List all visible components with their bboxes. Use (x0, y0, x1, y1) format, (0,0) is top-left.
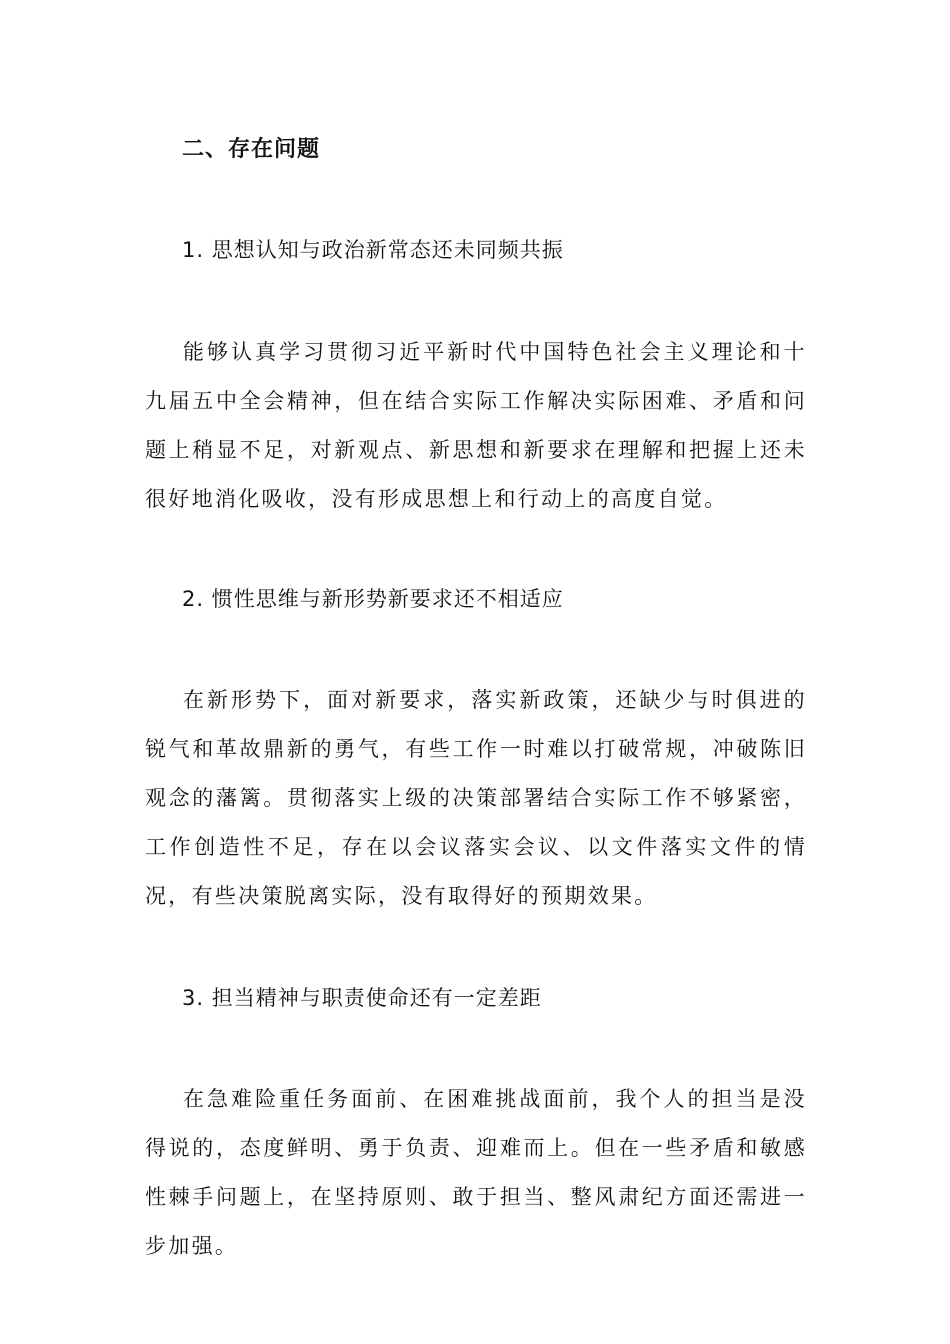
subsection-title-1: 1. 思想认知与政治新常态还未同频共振 (182, 238, 564, 262)
paragraph-2: 在新形势下，面对新要求，落实新政策，还缺少与时俱进的锐气和革故鼎新的勇气，有些工作一时难以打破常规，冲破陈旧观念的藩篱。贯彻落实上级的决策部署结合实际工作不够紧密，工作创造性不足，存在以会议落实会议、以文件落实文件的情况，有些决策脱离实际，没有取得好的预期效果。 (145, 688, 807, 908)
section-heading: 二、存在问题 (182, 137, 321, 162)
subsection-title-3: 3. 担当精神与职责使命还有一定差距 (182, 986, 542, 1010)
paragraph-1: 能够认真学习贯彻习近平新时代中国特色社会主义理论和十九届五中全会精神，但在结合实际工作解决实际困难、矛盾和问题上稍显不足，对新观点、新思想和新要求在理解和把握上还未很好地消化吸收，没有形成思想上和行动上的高度自觉。 (145, 340, 807, 511)
paragraph-3: 在急难险重任务面前、在困难挑战面前，我个人的担当是没得说的，态度鲜明、勇于负责、迎难而上。但在一些矛盾和敏感性棘手问题上，在坚持原则、敢于担当、整风肃纪方面还需进一步加强。 (145, 1087, 807, 1258)
subsection-title-2: 2. 惯性思维与新形势新要求还不相适应 (182, 587, 564, 611)
